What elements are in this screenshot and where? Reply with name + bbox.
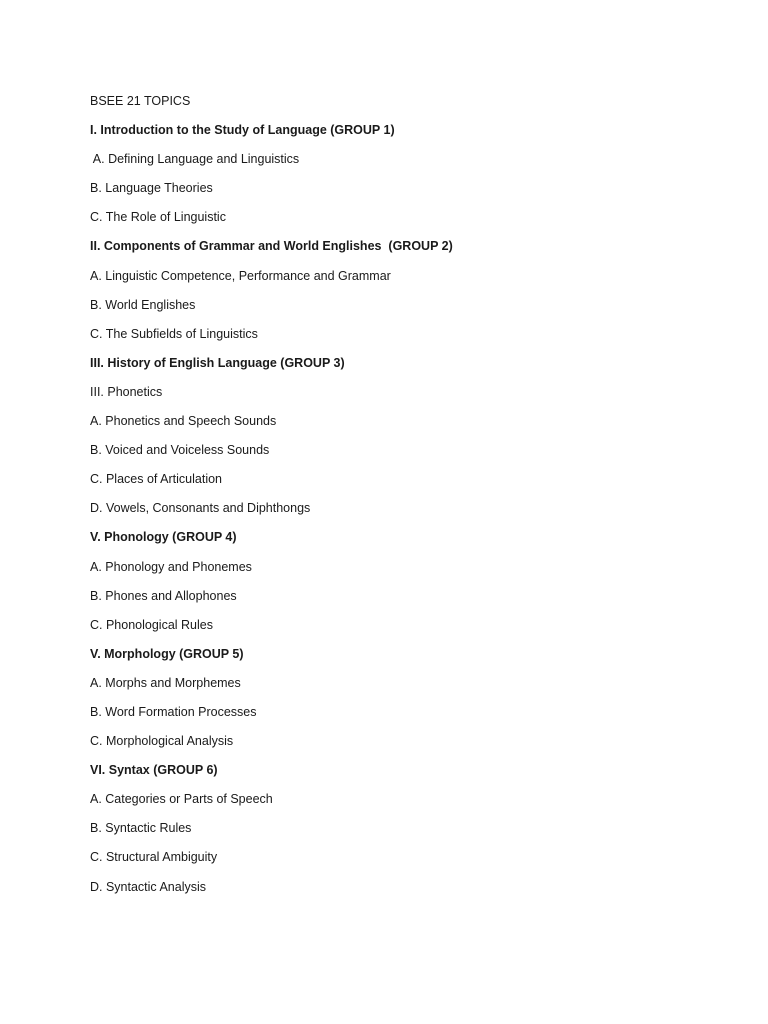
section-heading: I. Introduction to the Study of Language (GROUP 1) bbox=[90, 123, 395, 138]
topic-item: III. Phonetics bbox=[90, 384, 163, 399]
topic-item: D. Vowels, Consonants and Diphthongs bbox=[90, 501, 311, 516]
topic-item: A. Phonology and Phonemes bbox=[90, 559, 252, 574]
section-heading: VI. Syntax (GROUP 6) bbox=[90, 763, 218, 778]
topic-item: C. Morphological Analysis bbox=[90, 734, 234, 749]
topic-item: A. Defining Language and Linguistics bbox=[90, 152, 300, 167]
topic-list bbox=[90, 122, 710, 895]
section-heading: III. History of English Language (GROUP 3) bbox=[90, 355, 345, 370]
topic-item: B. Phones and Allophones bbox=[90, 588, 237, 603]
topic-item: A. Linguistic Competence, Performance and Grammar bbox=[90, 268, 391, 283]
topic-item: B. Word Formation Processes bbox=[90, 704, 257, 719]
topic-item: C. Phonological Rules bbox=[90, 617, 213, 632]
topic-item: B. World Englishes bbox=[90, 297, 196, 312]
topic-item: B. Voiced and Voiceless Sounds bbox=[90, 443, 270, 458]
section-heading: V. Phonology (GROUP 4) bbox=[90, 530, 237, 545]
document-body bbox=[90, 93, 710, 908]
topic-item: C. Structural Ambiguity bbox=[90, 850, 218, 865]
topic-item: A. Phonetics and Speech Sounds bbox=[90, 414, 277, 429]
topic-item: B. Language Theories bbox=[90, 181, 213, 196]
topic-item: C. The Subfields of Linguistics bbox=[90, 326, 258, 341]
topic-item: A. Morphs and Morphemes bbox=[90, 675, 241, 690]
topic-item: C. Places of Articulation bbox=[90, 472, 223, 487]
section-heading: V. Morphology (GROUP 5) bbox=[90, 646, 244, 661]
topic-item: B. Syntactic Rules bbox=[90, 821, 192, 836]
topic-item: D. Syntactic Analysis bbox=[90, 879, 207, 894]
topic-item: A. Categories or Parts of Speech bbox=[90, 792, 273, 807]
section-heading: II. Components of Grammar and World Englishes (GROUP 2) bbox=[90, 239, 453, 254]
document-title: BSEE 21 TOPICS bbox=[90, 94, 191, 108]
topic-item: C. The Role of Linguistic bbox=[90, 210, 226, 225]
